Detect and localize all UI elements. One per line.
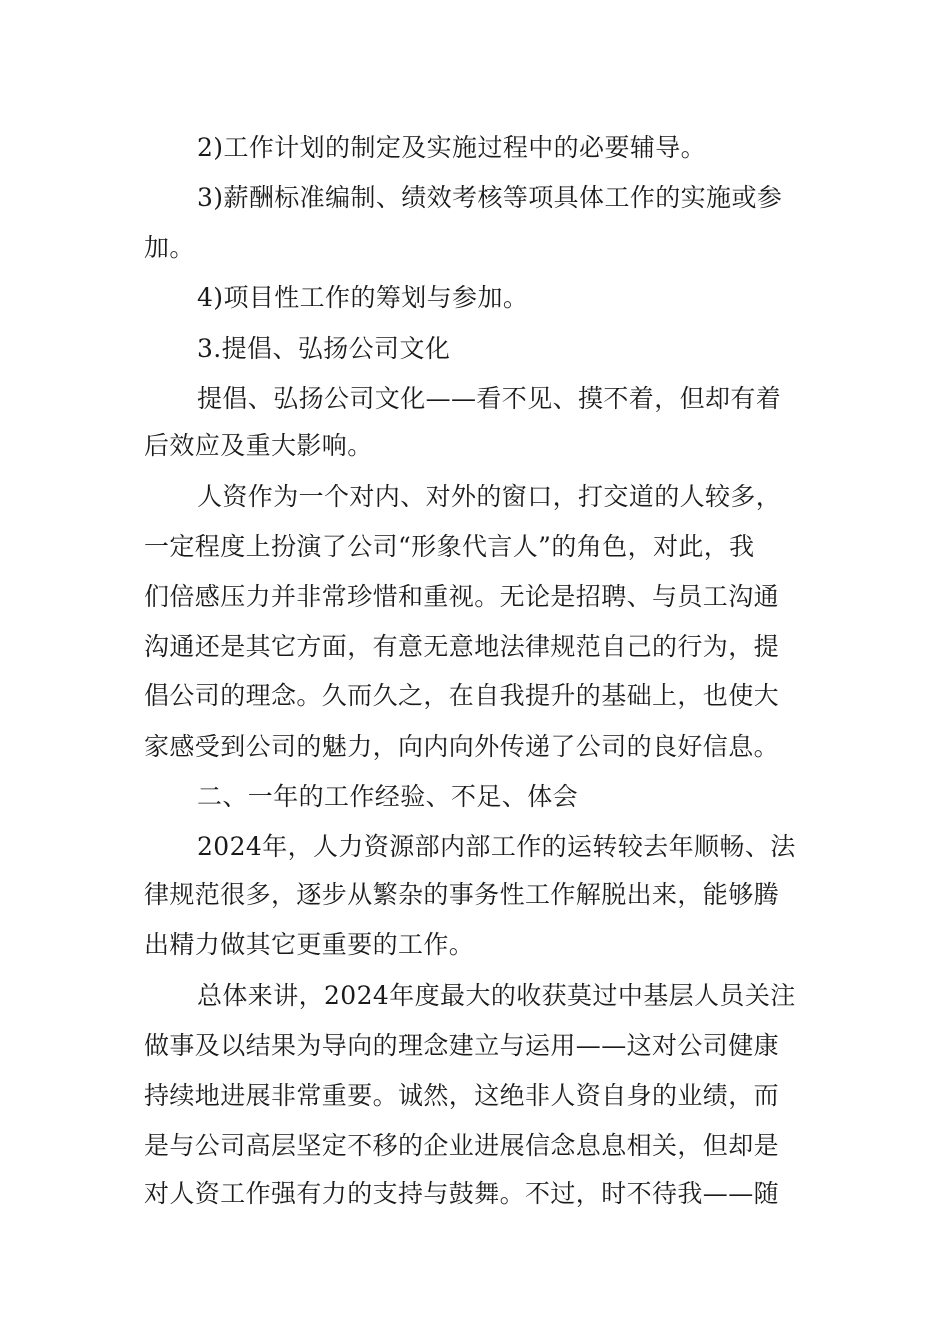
text-line: 是与公司高层坚定不移的企业进展信念息息相关，但却是 xyxy=(144,1131,780,1160)
text-line: 2024年，人力资源部内部工作的运转较去年顺畅、法 xyxy=(197,832,796,861)
text-line: 律规范很多，逐步从繁杂的事务性工作解脱出来，能够腾 xyxy=(144,880,780,909)
text-line: 提倡、弘扬公司文化——看不见、摸不着，但却有着 xyxy=(197,384,782,413)
text-line: 后效应及重大影响。 xyxy=(144,431,373,460)
text-line: 家感受到公司的魅力，向内向外传递了公司的良好信息。 xyxy=(144,732,780,761)
section-heading: 二、一年的工作经验、不足、体会 xyxy=(197,782,579,811)
text-line: 3)薪酬标准编制、绩效考核等项具体工作的实施或参 xyxy=(197,183,783,212)
text-line: 对人资工作强有力的支持与鼓舞。不过，时不待我——随 xyxy=(144,1179,780,1208)
text-line: 出精力做其它更重要的工作。 xyxy=(144,930,475,959)
section-heading: 3.提倡、弘扬公司文化 xyxy=(197,334,451,363)
text-line: 倡公司的理念。久而久之，在自我提升的基础上，也使大 xyxy=(144,681,780,710)
text-line: 4)项目性工作的筹划与参加。 xyxy=(197,283,529,312)
text-line: 持续地进展非常重要。诚然，这绝非人资自身的业绩，而 xyxy=(144,1081,780,1110)
text-line: 沟通还是其它方面，有意无意地法律规范自己的行为，提 xyxy=(144,632,780,661)
text-line: 2)工作计划的制定及实施过程中的必要辅导。 xyxy=(197,133,707,162)
text-line: 加。 xyxy=(144,233,195,262)
text-line: 一定程度上扮演了公司“形象代言人”的角色，对此，我 xyxy=(144,532,755,561)
text-line: 人资作为一个对内、对外的窗口，打交道的人较多， xyxy=(197,482,782,511)
text-line: 做事及以结果为导向的理念建立与运用——这对公司健康 xyxy=(144,1031,780,1060)
text-line: 总体来讲，2024年度最大的收获莫过中基层人员关注 xyxy=(197,981,796,1010)
text-line: 们倍感压力并非常珍惜和重视。无论是招聘、与员工沟通 xyxy=(144,582,780,611)
